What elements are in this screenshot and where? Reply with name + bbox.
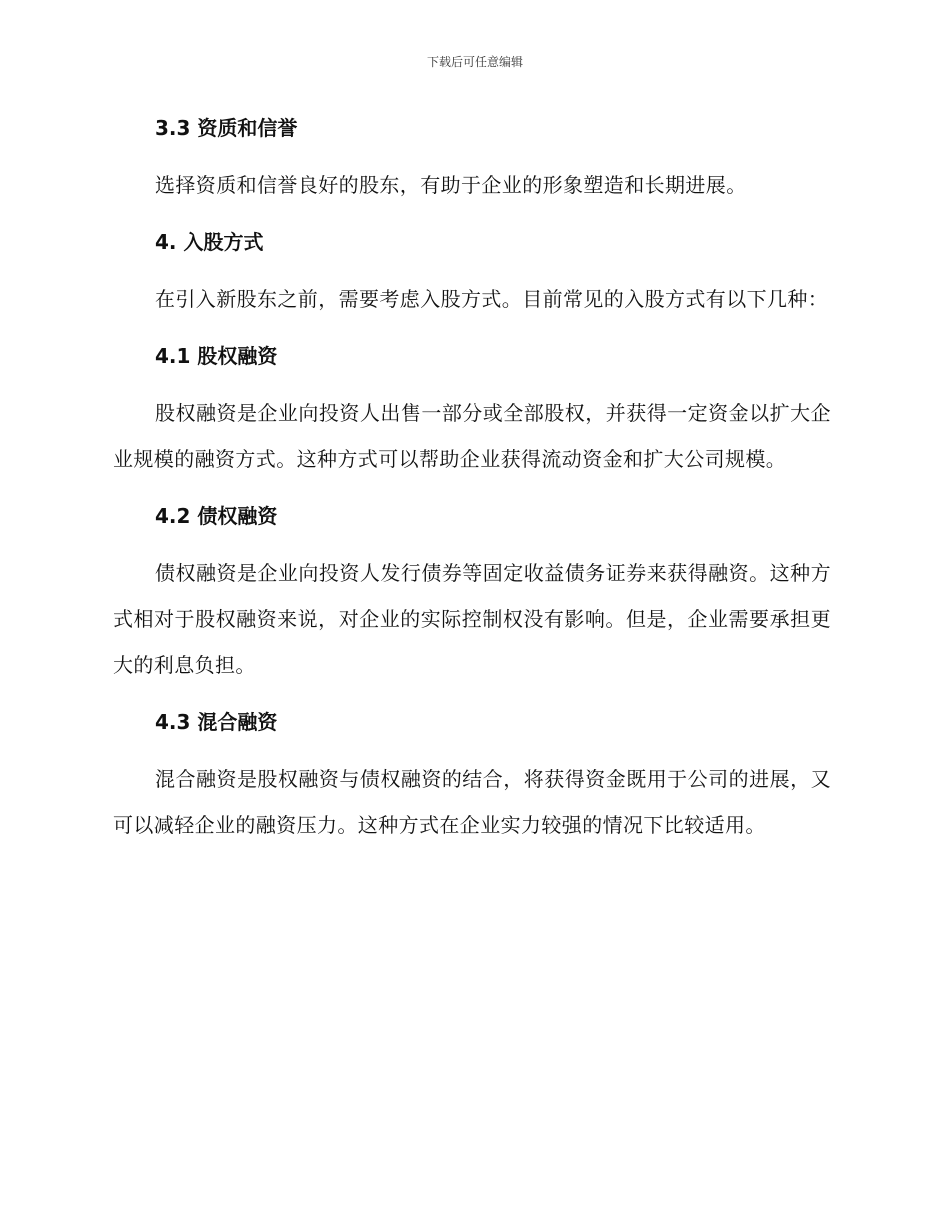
paragraph-equity-financing: 股权融资是企业向投资人出售一部分或全部股权，并获得一定资金以扩大企业规模的融资方式。这种方式可以帮助企业获得流动资金和扩大公司规模。 [113,401,831,471]
paragraph-qualification: 选择资质和信誉良好的股东，有助于企业的形象塑造和长期进展。 [155,173,747,197]
section-heading-4-2: 4.2 债权融资 [155,504,278,528]
paragraph-hybrid-financing: 混合融资是股权融资与债权融资的结合，将获得资金既用于公司的进展，又可以减轻企业的融资压力。这种方式在企业实力较强的情况下比较适用。 [113,767,831,837]
section-heading-4: 4. 入股方式 [155,230,264,254]
paragraph-share-methods: 在引入新股东之前，需要考虑入股方式。目前常见的入股方式有以下几种： [155,287,829,311]
section-heading-4-1: 4.1 股权融资 [155,344,278,368]
section-heading-4-3: 4.3 混合融资 [155,710,278,734]
paragraph-debt-financing: 债权融资是企业向投资人发行债券等固定收益债务证券来获得融资。这种方式相对于股权融资来说，对企业的实际控制权没有影响。但是，企业需要承担更大的利息负担。 [113,561,831,677]
page-header: 下载后可任意编辑 [426,55,523,69]
section-heading-3-3: 3.3 资质和信誉 [155,116,298,140]
document-body [113,108,831,848]
